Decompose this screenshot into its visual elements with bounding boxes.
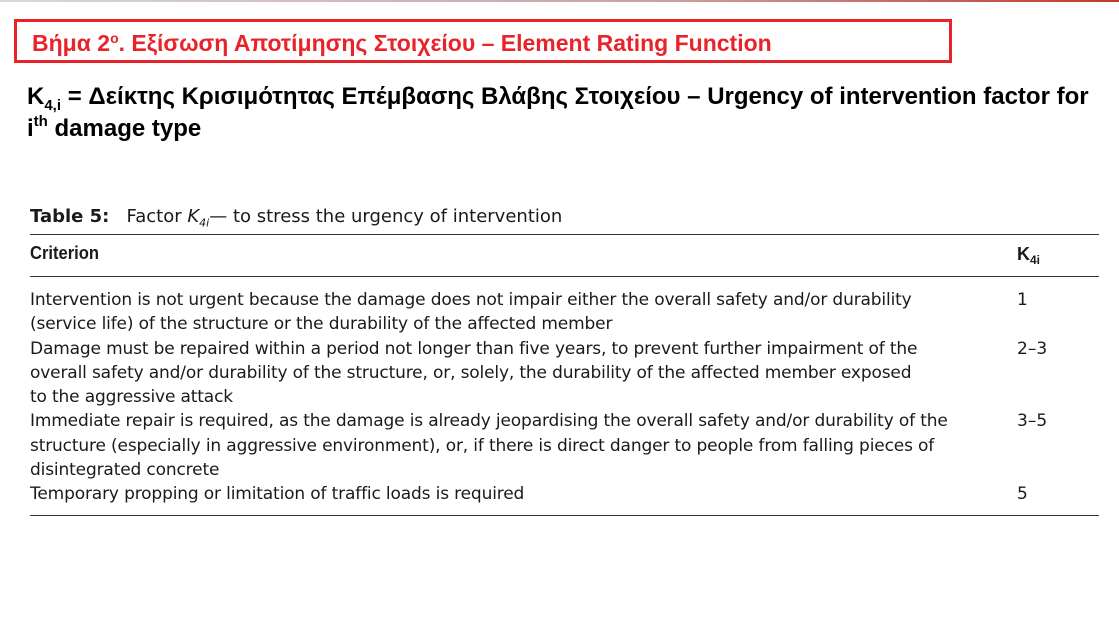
criterion-line: Immediate repair is required, as the damage is already jeopardising the overall safety and/or durability of the [30,411,948,432]
table-caption-factor [187,206,210,230]
factor-definition-heading [27,81,1097,145]
table-header-row [30,235,1099,276]
step-title-prefix: Βήμα 2 [32,30,111,56]
criterion-cell [30,337,990,410]
criterion-cell [30,409,990,482]
table-bottom-rule [30,515,1099,516]
criterion-line: Damage must be repaired within a period not longer than five years, to prevent further impairment of the [30,338,918,359]
k4i-value-cell: 3–5 [1017,411,1048,432]
criterion-line: Intervention is not urgent because the damage does not impair either the overall safety and/or durability [30,290,912,310]
step-title-box [14,19,952,63]
urgency-factor-table [30,202,1099,516]
criterion-line: overall safety and/or durability of the structure, or, solely, the durability of the affected member exposed [30,362,912,383]
table-body [30,277,1099,515]
factor-symbol-subscript: 4,i [44,97,62,114]
table-row [30,409,1099,482]
k4i-value-cell: 1 [1017,290,1028,310]
criterion-cell [30,482,990,506]
criterion-line: structure (especially in aggressive environment), or, if there is direct danger to people from falling pieces of [30,435,935,456]
table-caption-factor-subscript: 4i [199,216,210,230]
factor-symbol: K [27,83,45,110]
table-caption-label: Table 5: [30,206,110,227]
criterion-line: Temporary propping or limitation of traffic loads is required [30,484,525,505]
step-title-text: . Εξίσωση Αποτίμησης Στοιχείου – Element Rating Function [118,30,772,56]
criterion-line: disintegrated concrete [30,460,220,481]
table-row [30,482,1099,506]
k4i-value-cell: 2–3 [1017,338,1048,359]
column-header-criterion: Criterion [30,243,100,263]
k4i-value-cell: 5 [1017,484,1028,505]
table-row [30,288,1099,337]
table-caption-text: — to stress the urgency of intervention [209,206,563,227]
table-caption-factor-symbol: K [187,206,200,227]
factor-ordinal-suffix: th [33,113,48,130]
column-header-k-symbol: K [1017,244,1030,264]
column-header-k-subscript: 4i [1030,253,1041,267]
table-caption-factor-wrap: Factor [126,206,188,227]
slide-top-rule [0,0,1119,2]
criterion-cell [30,288,990,337]
table-row [30,337,1099,410]
table-caption [30,202,1099,234]
criterion-line: (service life) of the structure or the durability of the affected member [30,314,613,335]
factor-definition-tail: damage type [47,115,202,142]
factor-definition-text: = Δείκτης Κρισιμότητας Επέμβασης Βλάβης Στοιχείου – Urgency of intervention factor for i [27,83,1089,142]
step-title-ordinal: ο [110,30,119,46]
column-header-k4i [1017,243,1040,265]
criterion-line: to the aggressive attack [30,387,233,408]
